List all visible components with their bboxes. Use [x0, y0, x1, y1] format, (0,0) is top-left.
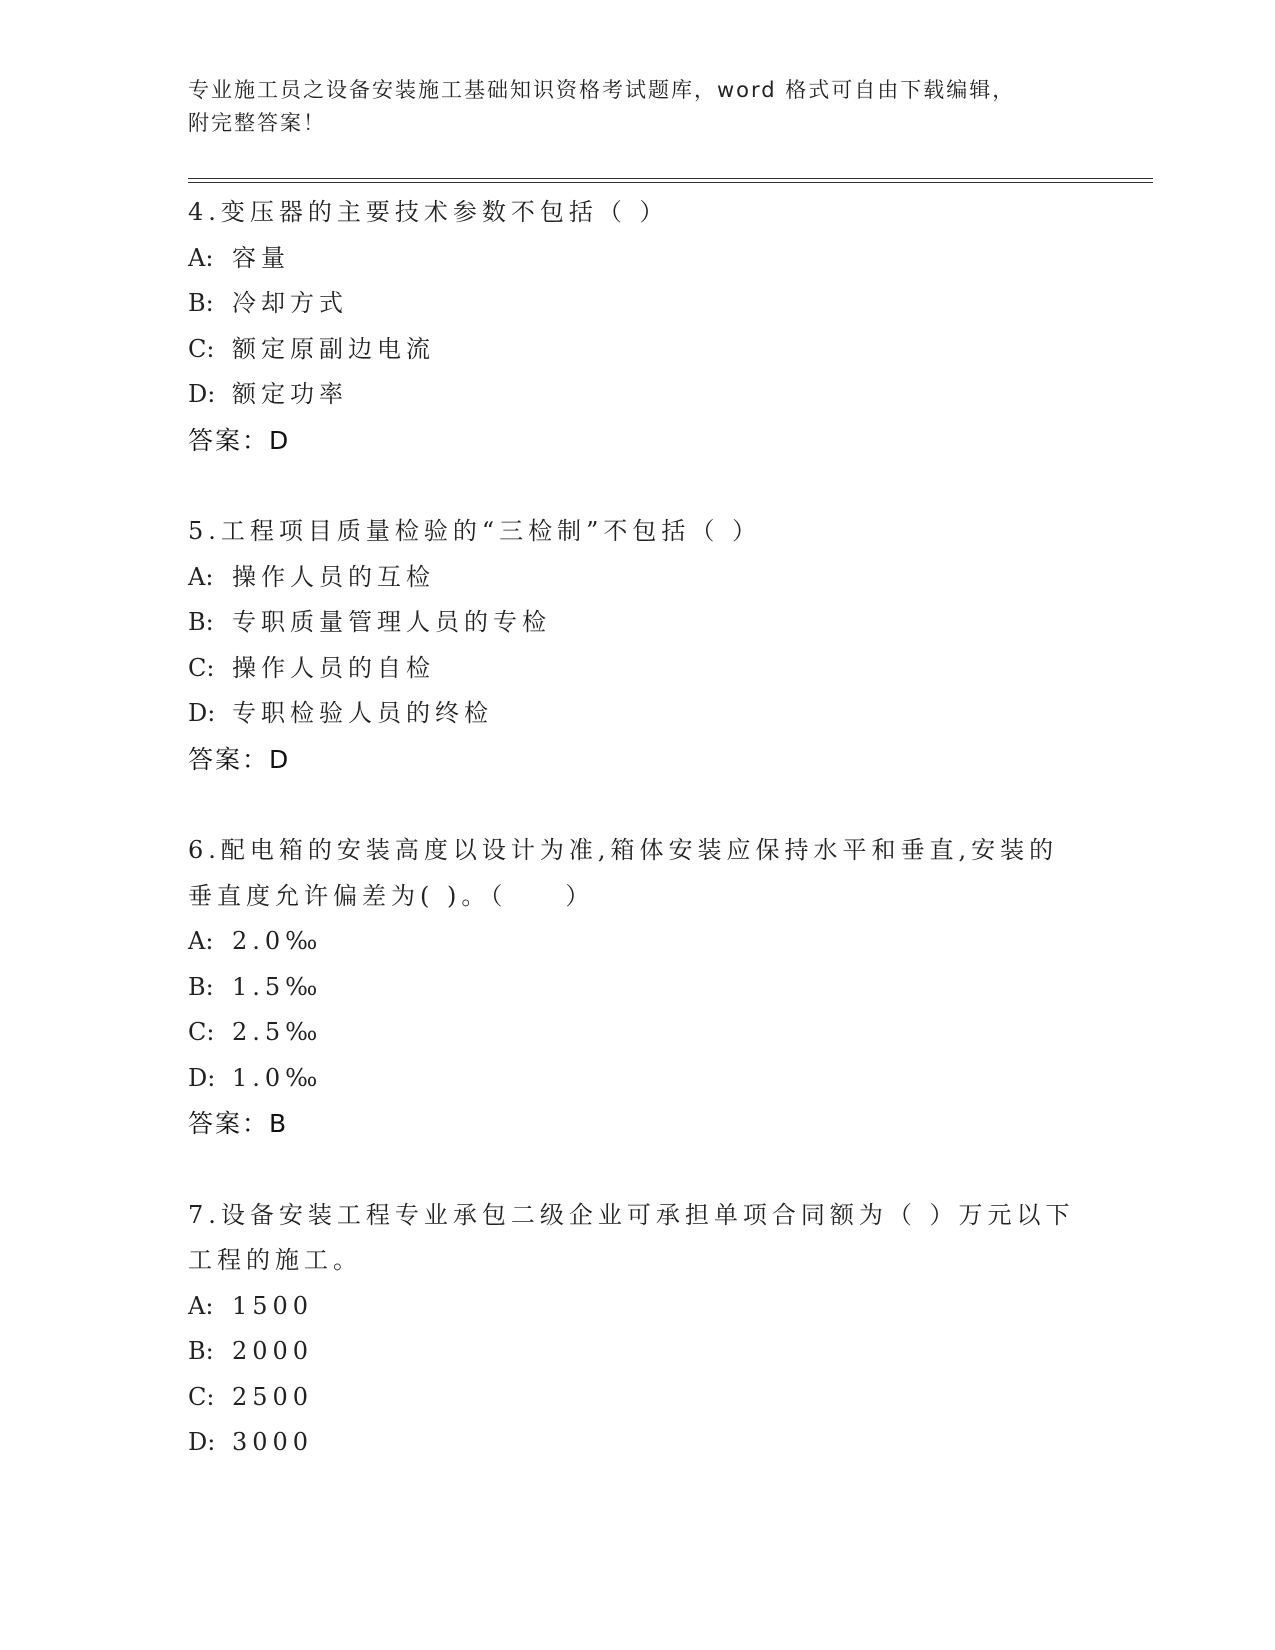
question-stem-continued: 垂直度允许偏差为( )。（ ） — [188, 881, 595, 910]
question-list — [188, 190, 1088, 1512]
option-text: 专职质量管理人员的专检 — [232, 608, 551, 636]
option-letter: C: — [188, 334, 215, 363]
option-text: 操作人员的自检 — [232, 653, 435, 682]
option-text: 冷却方式 — [232, 289, 348, 317]
option-letter: A: — [188, 562, 214, 591]
option-letter: B: — [188, 289, 214, 317]
question-stem: 6.配电箱的安装高度以设计为准,箱体安装应保持水平和垂直,安装的 — [188, 836, 1059, 864]
option-letter: D: — [188, 699, 216, 727]
option-text: 2.5‰ — [232, 1018, 323, 1046]
question-5 — [188, 509, 1088, 782]
option-text: 2.0‰ — [232, 927, 323, 955]
option-d — [188, 1056, 1088, 1102]
question-6 — [188, 828, 1088, 1147]
option-b — [188, 1329, 1088, 1375]
option-c — [188, 327, 1088, 373]
question-4 — [188, 190, 1088, 463]
option-letter: B: — [188, 608, 214, 636]
option-c — [188, 646, 1088, 692]
option-text: 额定功率 — [232, 380, 348, 408]
answer-line: 答案：D — [188, 425, 291, 455]
option-text: 容量 — [232, 243, 290, 272]
option-letter: C: — [188, 1018, 215, 1046]
option-letter: A: — [188, 1291, 214, 1320]
option-text: 1.5‰ — [232, 972, 323, 1001]
question-stem-continued: 工程的施工。 — [188, 1246, 362, 1274]
option-text: 专职检验人员的终检 — [232, 699, 493, 727]
option-letter: A: — [188, 243, 214, 272]
option-d — [188, 372, 1088, 418]
option-c — [188, 1010, 1088, 1056]
option-letter: A: — [188, 927, 214, 955]
option-d — [188, 1420, 1088, 1466]
option-a — [188, 236, 1088, 282]
option-letter: D: — [188, 380, 216, 408]
option-text: 1.0‰ — [232, 1063, 323, 1092]
option-b — [188, 600, 1088, 646]
option-letter: D: — [188, 1063, 216, 1092]
option-a — [188, 1284, 1088, 1330]
option-a — [188, 919, 1088, 965]
option-text: 操作人员的互检 — [232, 562, 435, 591]
question-stem: 4.变压器的主要技术参数不包括（ ） — [188, 198, 669, 226]
answer-line: 答案：D — [188, 744, 291, 774]
question-stem: 7.设备安装工程专业承包二级企业可承担单项合同额为（ ）万元以下 — [188, 1200, 1075, 1229]
option-b — [188, 965, 1088, 1011]
option-b — [188, 281, 1088, 327]
option-text: 额定原副边电流 — [232, 334, 435, 363]
option-text: 3000 — [232, 1428, 314, 1456]
header-line-1: 专业施工员之设备安装施工基础知识资格考试题库，word 格式可自由下载编辑， — [188, 78, 1016, 102]
option-text: 1500 — [232, 1291, 314, 1320]
question-stem: 5.工程项目质量检验的“三检制”不包括（ ） — [188, 517, 762, 545]
option-c — [188, 1375, 1088, 1421]
option-letter: B: — [188, 1337, 214, 1365]
header-line-2: 附完整答案！ — [188, 111, 326, 135]
option-d — [188, 691, 1088, 737]
option-letter: C: — [188, 653, 215, 682]
option-a — [188, 555, 1088, 601]
question-7 — [188, 1193, 1088, 1466]
answer-line: 答案：B — [188, 1109, 289, 1138]
option-text: 2000 — [232, 1337, 314, 1365]
option-text: 2500 — [232, 1382, 314, 1411]
header-divider-bottom — [188, 182, 1153, 183]
option-letter: D: — [188, 1428, 216, 1456]
option-letter: C: — [188, 1382, 215, 1411]
document-header — [188, 74, 1068, 140]
option-letter: B: — [188, 972, 214, 1001]
header-divider-top — [188, 178, 1153, 179]
